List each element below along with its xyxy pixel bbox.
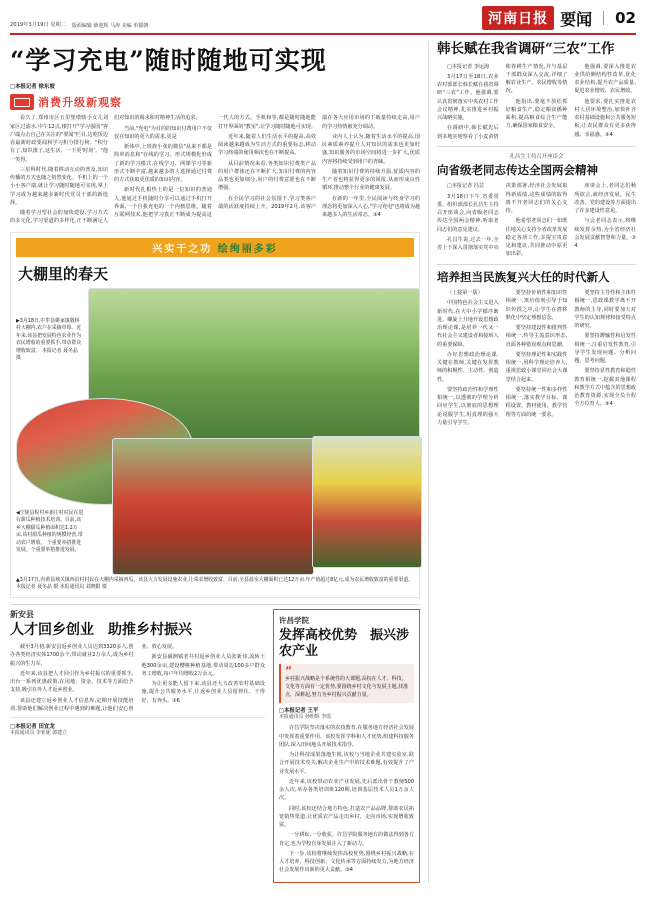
paragraph: 近年来,该县把人才回引作为乡村振兴的重要抓手,出台一系列优惠政策,在用地、资金、技术等方面给予支持,吸引在外人才返乡创业。 (10, 670, 134, 694)
caption-left: ◀宁陵县程村乡新庄村村民在进行甜瓜种植技术培训。目前,该乡大棚甜瓜种植面积达1.2万亩,该村甜瓜种植的规模经营,带动农户增收。 个重要举措推进发展。个重要举措推进发展。 (16, 509, 84, 554)
pull-quote-text: 乡村振兴战略是个系统性的大课题,高校在人才、科技、文化等方面有一定优势,要围绕乡村文化与发展主题,找准点、深耕起,努力为乡村振兴贡献力量。 (285, 675, 409, 698)
paragraph: 许昌学院坚决落实的农技教育,在服务地方经济社会发展中发挥着重要作用。该校发挥学科和人才优势,组建科技服务团队,深入田间地头开展技术指导。 (279, 725, 414, 748)
promo-banner (10, 94, 420, 110)
photo-collage (16, 288, 414, 573)
divider (437, 264, 636, 265)
paragraph: 他要求,要扎实推进农村人居环境整治,加快补齐农村基础设施和公共服务短板,让农民群众有更多获得感、幸福感。③4 (574, 98, 636, 138)
paragraph: 要坚持政治性和学理性相统一,以透彻的学理分析回应学生,以彻底的思想理论说服学生,用真理的强大力量引导学生。 (437, 386, 499, 426)
bottom-left-byline: □本报记者 田宜龙 (10, 724, 55, 731)
paragraph: 该县还建立返乡创业人才信息库,定期开展技能培训,帮助他们解决创业过程中遇到的难题,让他们安心创业、放心发展。 (10, 644, 178, 712)
paragraph: 3月18日下午,省委常委、组织部部长孔昌生主持召开座谈会,向省级老同志传达全国两会精神,听取老同志们的意见建议。 (437, 193, 499, 233)
paragraph: 孔昌生说,过去一年,全省上下深入贯彻落实党中央决策部署,经济社会发展取得新成绩,这些成绩的取得离不开老同志们的关心支持。 (437, 183, 568, 252)
page-columns (10, 41, 636, 883)
paragraph: 在新的一年里,全民阅读与终身学习的理念将更加深入人心,"学习充电"也将成为越来越多人的生活常态。③4 (322, 195, 420, 218)
story1-body (437, 63, 636, 141)
photo-field-worker (312, 436, 422, 568)
county-label: 新安县 (10, 608, 34, 619)
paragraph: 要坚持显性教育和隐性教育相统一,挖掘其他课程和教学方式中蕴含的思想政治教育资源,实现全员全程全方位育人。③4 (574, 368, 636, 408)
paragraph: 要坚持理论性和实践性相统一,用科学理论培养人,重视思政小课堂同社会大课堂结合起来。 (505, 351, 568, 383)
paragraph: 截至3月初,新安县返乡创业人员达到3320多人,创办各类经济实体1700余个,带动就业2万余人,成为乡村振兴的生力军。 (10, 644, 134, 667)
paragraph: 他希望老同志们一如既往地关心支持全省改革发展稳定各项工作,多提宝贵意见和建议,共同推动中原更加出彩。 (505, 218, 568, 258)
paragraph: 三星科时代,随着移动互动的普及,知识传播的方式也随之悄然变化。手机上的一个小小客户端,就让学习随时随地可实现,掌上学习成为越来越多新时代党员干部的新选择。 (10, 166, 108, 206)
paragraph: 为让科技成果落地生根,该校与当地企业共建实验室,联合开展技术攻关,解决企业生产中的技术难题,有效提升了产业发展水平。 (279, 752, 414, 775)
page-number: 02 (615, 9, 636, 27)
photo-tomato-harvest (112, 438, 314, 575)
story3-body (437, 289, 636, 427)
bottom-left-body (10, 643, 265, 713)
paragraph: 要坚持主导性和主体性相统一,思政课教学离不开教师的主导,同时要加大对学生的认知规律和接受特点的研究。 (574, 290, 636, 330)
feature-band-right: 绘绚丽多彩 (217, 243, 278, 255)
pull-quote (279, 664, 414, 703)
paragraph: 要坚持价值性和知识性相统一,寓价值观引导于知识传授之中,让学生在潜移默化中坚定理想信念。 (505, 290, 568, 321)
paragraph: 要坚持统一性和多样性相统一,落实教学目标、课程设置、教材使用、教学管理等方面的统一要求。 (505, 386, 568, 418)
divider (10, 717, 265, 718)
caption-middle: ▶3月18日,中牟县姚家镇敬桥村大棚内,农户在采摘草莓。近年来,该县把发展特色农业作为农民增收的重要抓手,带动群众增收致富。 本报记者 聂冬晶 摄 (16, 317, 82, 362)
lead-headline: “学习充电”随时随地可实现 (10, 46, 327, 75)
left-column (10, 41, 420, 883)
bottom-left-headline: 人才回乡创业 助推乡村振兴 (10, 621, 192, 638)
paragraph: 随着学习型社会的加快建设,学习方式的多元化,学习渠道的多样化,正不断满足人们对知识的渴求和对精神生活的追求。 (10, 115, 201, 225)
story1-headline: 韩长赋在我省调研“三农”工作 (437, 41, 615, 57)
boxed-org: 许昌学院 (279, 615, 309, 625)
paragraph: 新安县磁涧镇老井村返乡创业人员张新伟,流转土地300余亩,建设樱桃种植基地,带动周边100多户群众务工增收,每户年均增收2万余元。 (141, 654, 265, 677)
masthead-right (482, 6, 636, 30)
page-editors: 版面编辑 薛迎辉 马涛 美编 单援朝 (71, 23, 149, 29)
byline: □本报记者 冯芸 (447, 183, 484, 190)
story3-headline: 培养担当民族复兴大任的时代新人 (437, 269, 610, 284)
masthead-left (10, 22, 148, 30)
promo-label: 消费升级新观察 (38, 96, 122, 110)
boxed-story (273, 609, 420, 883)
paragraph: 要坚持建设性和批判性相统一,传导主流意识形态,直面各种错误观点和思潮。 (505, 325, 568, 348)
paragraph: 要坚持灌输性和启发性相统一,注重启发性教育,引导学生发现问题、分析问题、思考问题。 (574, 333, 636, 365)
paragraph: 与会老同志表示,将继续发挥余热,为全省经济社会发展贡献智慧和力量。③4 (574, 218, 636, 250)
byline: （上接第一版） (447, 290, 483, 297)
bottom-section (10, 604, 420, 883)
feature-band-left: 兴实干之功 (152, 243, 213, 255)
divider (437, 146, 636, 147)
paragraph: 当前,"充电"为目的的知识付费用户不仅仅在知识的更大的需求,更是 (114, 125, 212, 140)
byline: □本报记者 李运海 (447, 63, 490, 70)
masthead (10, 6, 636, 35)
lead-byline: □本报记者 徐东坡 (10, 84, 55, 91)
paragraph: 中国特色社会主义进入新时代,在大中小学循序渐进、螺旋上升地开设思想政治理论课,是培养一代又一代社会主义建设者和接班人的重要保障。 (437, 300, 499, 348)
boxed-byline: □本报记者 王平 (279, 707, 319, 714)
shopping-cart-icon (10, 94, 34, 110)
paragraph: 看久了,郑州市区五里堡墩辖小女儿刘家区过滤水,中午12点,楼打开"学习强国"客户端点击自己在关注的"要闻"栏目,边吃饭边看最新时政要闻和学习积分排行榜。"积分有了,知识涨了,这生活、一下更'时尚'。"他一笑得。 (10, 115, 108, 163)
lead-body (10, 114, 420, 225)
story2-headline: 向省级老同志传达全国两会精神 (437, 162, 598, 177)
caption-bottom: ▲3月17日,内黄县城关镇西沿村村民在大棚内采摘西瓜。该县大力发展设施农业,让菜农增收致富。目前,全县温室大棚面积已达12万亩,年产值超过8亿元,成为农民增收致富的重要渠道。 本报记者 聂冬晶 摄 本报通讯员 刘晓阳 摄 (16, 576, 414, 591)
boxed-headline: 发挥高校优势 振兴涉农产业 (279, 627, 410, 660)
paper-logo: 河南日报 (482, 6, 554, 30)
quote-mark-icon: “ (285, 663, 293, 677)
paragraph: 随着知识付费的持续升温,优质内容的生产者也将获得更多的回报,从而形成良性循环,推动整个行业的健康发展。 (322, 168, 420, 192)
paragraph: 他指出,要毫不放松抓好粮食生产,稳定粮食播种面积,提高粮食综合生产能力,确保国家粮食安全。 (505, 98, 568, 130)
paragraph: 一分耕耘,一分收获。许昌学院服务地方的做法得到各方肯定,也为学校自身发展注入了新动力。 (279, 832, 414, 847)
paragraph: 3月17日至18日,农业农村部部长韩长赋在我省调研“三农”工作。他强调,要认真贯彻落实中央农村工作会议精神,扎实推进乡村振兴战略实施。 (437, 73, 499, 122)
story2-body (437, 182, 636, 258)
section-name: 要闻 (560, 9, 593, 29)
divider (603, 11, 604, 25)
paragraph: 下一步,该校将继续发挥高校优势,围绕乡村振兴战略,在人才培养、科技创新、文化传承等方面持续发力,为地方经济社会发展作出新的更大贡献。③4 (279, 850, 414, 874)
bottom-left-subbyline: 本报通讯员 李亚妮 郭建立 (10, 730, 67, 737)
paragraph: 在调研中,韩长赋先后到多地实地察看了小麦苗情和春耕生产情况,并与基层干部群众深入交流,详细了解农业生产、农民增收等情况。 (437, 63, 568, 140)
right-column (428, 41, 636, 883)
paragraph: 在全民学习的社会氛围下,学习类客户端的活跃度持续上升。2019年2月,该客户端在各大应用市场的下载量持续走高,用户的学习热情被充分调动。 (218, 115, 420, 210)
bottom-left-story (10, 609, 265, 883)
feature-band (16, 238, 414, 257)
photo-feature (10, 232, 420, 598)
paragraph: 办好思想政治理论课,关键在教师,关键在发挥教师的积极性、主动性、创造性。 (437, 351, 499, 383)
paragraph: 近年来,该校带动农业产业发展,先后派出骨干教师500余人次,举办各类培训班120期,培训基层技术人员1万余人次。 (279, 778, 414, 802)
feature-title: 大棚里的春天 (18, 264, 109, 283)
paragraph: 近年来,随着人们生活水平的提高,高效阅读越来越成为生活方式的重要标志,移动学习终端的使用频次也在不断提高。 (218, 133, 316, 157)
boxed-subbyline: 本报通讯员 孙明辉 李霞 (279, 713, 332, 720)
paragraph: 座谈会上,老同志们畅所欲言,就经济发展、民生改善、党的建设等方面提出了许多建设性意见。 (574, 183, 636, 215)
boxed-body (279, 724, 414, 874)
paragraph: 为让更多能人留下来,该县还大力改善农村基础设施,提升公共服务水平,让返乡创业人员留得住、干得好、有奔头。③6 (141, 681, 265, 704)
paragraph: 他强调,要深入推进农业供给侧结构性改革,优化农业结构,提升农产品质量,促进农业增效、农民增收。 (574, 63, 636, 95)
paragraph: 新体中,上班族小张的微信"从来不都是简单消息和"在线的学习、形式规模化形成了新的学习模式,在线学习、网课学习等新形式不断丰富,越来越多的人选择通过付费的方式获取更优质的知识内容。 (114, 144, 212, 183)
paragraph: 同时,该校还结合地方特色,打造农产品品牌,帮助农民拓宽销售渠道,让优质农产品走出乡村、走向市场,实现增收致富。 (279, 805, 414, 829)
paragraph: 业内人士认为,随着生活水平的提高,国民素质素养提升人对知识的需求也更加旺盛,知识服务的市场空间将进一步扩大,优质内容将持续受到用户的青睐。 (322, 133, 420, 165)
story2-kicker: 孔昌生主持召开座谈会 (509, 153, 564, 160)
paragraph: 从目前情况来看,各类知识付费类产品的用户群体还在不断扩大,知识付费的内容品类也更加细分,用户的付费意愿也在不断增强。 (218, 160, 316, 192)
publication-date: 2019年3月19日 星期二 (10, 22, 66, 29)
paragraph: 新时代扎根热土的是一位知识的普通人,他通过手机随时分享可以通过手机打开界面,一个自我充电的一个内核思维。随着互联网技术,他把学习真正不断成为提高这一代人的方式。手机和等,都是随时随地能打开界面的"教室",让学习随时随地可实现。 (114, 115, 316, 218)
